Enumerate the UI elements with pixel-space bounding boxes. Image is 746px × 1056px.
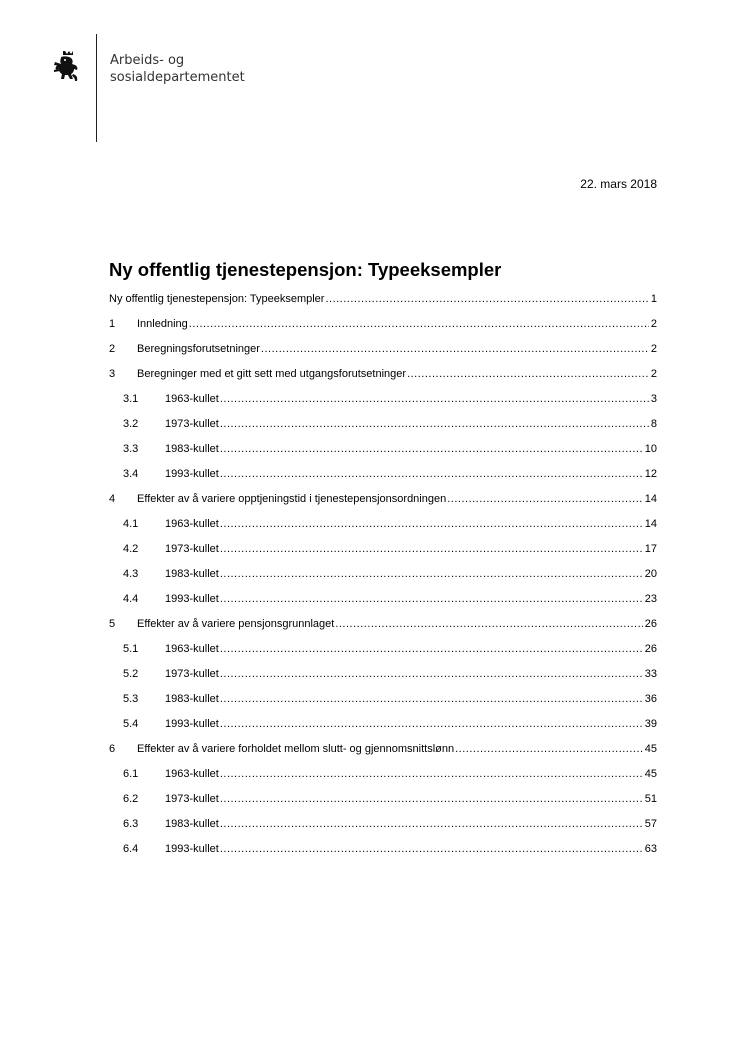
toc-entry-title: 1963-kullet <box>165 643 219 655</box>
toc-entry-title: 1993-kullet <box>165 593 219 605</box>
department-line-1: Arbeids- og <box>110 53 185 68</box>
toc-entry-title: 1983-kullet <box>165 443 219 455</box>
toc-entry[interactable] <box>109 616 657 641</box>
toc-entry-title: 1983-kullet <box>165 568 219 580</box>
toc-entry-page-number: 2 <box>650 368 657 380</box>
toc-entry-number: 3.3 <box>123 443 139 455</box>
toc-dot-leader <box>447 491 643 507</box>
toc-entry-page-number: 45 <box>644 743 657 755</box>
toc-entry[interactable] <box>109 491 657 516</box>
toc-entry-number: 3 <box>109 368 116 380</box>
toc-entry[interactable] <box>109 816 657 841</box>
toc-entry-number: 3.4 <box>123 468 139 480</box>
toc-entry-title: Innledning <box>137 318 188 330</box>
toc-entry-page-number: 20 <box>644 568 657 580</box>
toc-dot-leader <box>220 666 643 682</box>
department-name <box>110 52 245 86</box>
toc-entry[interactable] <box>109 391 657 416</box>
toc-dot-leader <box>220 816 643 832</box>
toc-entry-number: 5 <box>109 618 116 630</box>
toc-dot-leader <box>220 716 643 732</box>
toc-entry-title: 1993-kullet <box>165 718 219 730</box>
toc-entry[interactable] <box>109 766 657 791</box>
toc-entry-number: 6 <box>109 743 116 755</box>
toc-entry-page-number: 26 <box>644 643 657 655</box>
toc-dot-leader <box>220 441 643 457</box>
toc-entry-title: Effekter av å variere pensjonsgrunnlaget <box>137 618 335 630</box>
toc-entry-number: 6.3 <box>123 818 139 830</box>
toc-entry-number: 1 <box>109 318 116 330</box>
toc-entry-page-number: 2 <box>650 343 657 355</box>
letterhead <box>52 34 258 142</box>
toc-entry[interactable] <box>109 791 657 816</box>
toc-dot-leader <box>220 766 643 782</box>
toc-entry-title: Beregninger med et gitt sett med utgangsforutsetninger <box>137 368 407 380</box>
toc-dot-leader <box>220 566 643 582</box>
toc-entry-page-number: 23 <box>644 593 657 605</box>
table-of-contents <box>109 291 657 866</box>
toc-entry-title: 1963-kullet <box>165 518 219 530</box>
toc-entry-page-number: 1 <box>650 293 657 305</box>
toc-entry-number: 6.1 <box>123 768 139 780</box>
letterhead-divider <box>96 34 97 142</box>
toc-entry[interactable] <box>109 691 657 716</box>
toc-entry-number: 3.1 <box>123 393 139 405</box>
toc-entry-page-number: 57 <box>644 818 657 830</box>
toc-dot-leader <box>220 791 643 807</box>
toc-entry-title: Ny offentlig tjenestepensjon: Typeeksempler <box>109 293 325 305</box>
toc-entry-page-number: 2 <box>650 318 657 330</box>
toc-entry[interactable] <box>109 341 657 366</box>
toc-dot-leader <box>220 591 643 607</box>
toc-entry[interactable] <box>109 541 657 566</box>
toc-entry[interactable] <box>109 716 657 741</box>
toc-entry-page-number: 36 <box>644 693 657 705</box>
toc-dot-leader <box>220 541 643 557</box>
toc-entry[interactable] <box>109 566 657 591</box>
toc-entry-page-number: 3 <box>650 393 657 405</box>
document-title: Ny offentlig tjenestepensjon: Typeeksempler <box>109 259 502 280</box>
toc-entry-page-number: 26 <box>644 618 657 630</box>
toc-entry-number: 2 <box>109 343 116 355</box>
toc-entry-number: 4.1 <box>123 518 139 530</box>
toc-entry-number: 4.4 <box>123 593 139 605</box>
toc-entry[interactable] <box>109 591 657 616</box>
toc-entry[interactable] <box>109 516 657 541</box>
toc-entry-page-number: 39 <box>644 718 657 730</box>
toc-entry-page-number: 17 <box>644 543 657 555</box>
toc-entry-title: Effekter av å variere forholdet mellom slutt- og gjennomsnittslønn <box>137 743 455 755</box>
toc-entry-number: 5.4 <box>123 718 139 730</box>
toc-entry[interactable] <box>109 366 657 391</box>
toc-entry-page-number: 14 <box>644 493 657 505</box>
toc-entry-title: 1973-kullet <box>165 793 219 805</box>
toc-entry-number: 4 <box>109 493 116 505</box>
toc-entry[interactable] <box>109 466 657 491</box>
toc-entry[interactable] <box>109 641 657 666</box>
toc-entry-number: 4.3 <box>123 568 139 580</box>
toc-entry-title: 1993-kullet <box>165 843 219 855</box>
toc-dot-leader <box>220 416 649 432</box>
toc-entry-number: 3.2 <box>123 418 139 430</box>
toc-dot-leader <box>220 391 649 407</box>
toc-entry-page-number: 63 <box>644 843 657 855</box>
norwegian-lion-coat-of-arms-icon <box>52 50 80 84</box>
toc-entry-number: 5.1 <box>123 643 139 655</box>
toc-dot-leader <box>455 741 643 757</box>
toc-dot-leader <box>220 691 643 707</box>
toc-entry-number: 6.2 <box>123 793 139 805</box>
toc-entry-number: 6.4 <box>123 843 139 855</box>
toc-entry[interactable] <box>109 441 657 466</box>
toc-entry-page-number: 45 <box>644 768 657 780</box>
toc-dot-leader <box>261 341 649 357</box>
toc-entry[interactable] <box>109 841 657 866</box>
toc-entry-title: 1983-kullet <box>165 693 219 705</box>
department-line-2: sosialdepartementet <box>110 70 245 85</box>
toc-entry[interactable] <box>109 316 657 341</box>
toc-entry-number: 4.2 <box>123 543 139 555</box>
toc-entry[interactable] <box>109 741 657 766</box>
toc-entry-page-number: 14 <box>644 518 657 530</box>
toc-dot-leader <box>335 616 642 632</box>
toc-entry[interactable] <box>109 416 657 441</box>
toc-entry-title: 1973-kullet <box>165 668 219 680</box>
toc-entry-page-number: 51 <box>644 793 657 805</box>
toc-dot-leader <box>407 366 649 382</box>
toc-entry[interactable] <box>109 291 657 316</box>
toc-entry-number: 5.2 <box>123 668 139 680</box>
toc-dot-leader <box>220 641 643 657</box>
toc-dot-leader <box>220 466 643 482</box>
toc-entry-title: 1973-kullet <box>165 543 219 555</box>
toc-entry-number: 5.3 <box>123 693 139 705</box>
toc-dot-leader <box>220 516 643 532</box>
toc-entry-page-number: 10 <box>644 443 657 455</box>
toc-entry-title: 1983-kullet <box>165 818 219 830</box>
toc-dot-leader <box>220 841 643 857</box>
toc-entry-page-number: 33 <box>644 668 657 680</box>
toc-entry-page-number: 8 <box>650 418 657 430</box>
toc-dot-leader <box>189 316 649 332</box>
toc-entry[interactable] <box>109 666 657 691</box>
toc-entry-title: Effekter av å variere opptjeningstid i tjenestepensjonsordningen <box>137 493 447 505</box>
toc-entry-page-number: 12 <box>644 468 657 480</box>
toc-dot-leader <box>325 291 648 307</box>
toc-entry-title: 1973-kullet <box>165 418 219 430</box>
toc-entry-title: 1993-kullet <box>165 468 219 480</box>
toc-entry-title: Beregningsforutsetninger <box>137 343 260 355</box>
toc-entry-title: 1963-kullet <box>165 393 219 405</box>
document-date: 22. mars 2018 <box>580 177 657 191</box>
toc-entry-title: 1963-kullet <box>165 768 219 780</box>
